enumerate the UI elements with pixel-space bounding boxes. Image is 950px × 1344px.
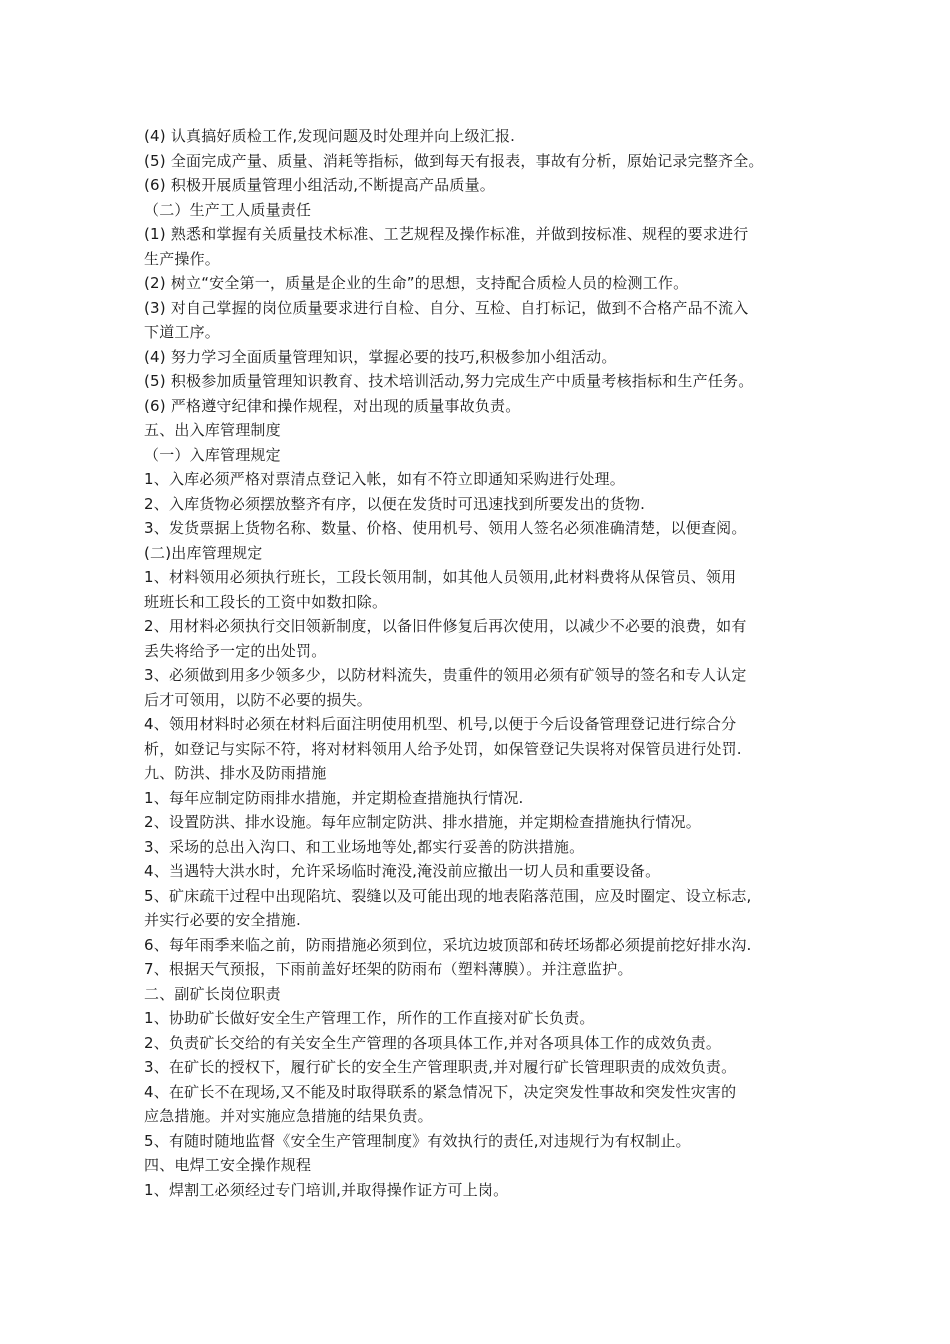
text-line: 下道工序。 [144, 323, 221, 341]
document-body [144, 124, 812, 1202]
text-line: (5) 积极参加质量管理知识教育、技术培训活动,努力完成生产中质量考核指标和生产任务。 [144, 372, 754, 390]
text-line: 3、发货票据上货物名称、数量、价格、使用机号、领用人签名必须准确清楚，以便查阅。 [144, 519, 747, 537]
text-line: 1、入库必须严格对票清点登记入帐，如有不符立即通知采购进行处理。 [144, 470, 625, 488]
text-line: 2、设置防洪、排水设施。每年应制定防洪、排水措施，并定期检查措施执行情况。 [144, 813, 701, 831]
text-line: (6) 积极开展质量管理小组活动,不断提高产品质量。 [144, 176, 495, 194]
text-line: 6、每年雨季来临之前，防雨措施必须到位，采坑边坡顶部和砖坯场都必须提前挖好排水沟. [144, 935, 752, 954]
subsection-heading: （一）入库管理规定 [144, 445, 281, 464]
text-line: 4、在矿长不在现场,又不能及时取得联系的紧急情况下，决定突发性事故和突发性灾害的 [144, 1082, 737, 1101]
section-heading: 二、副矿长岗位职责 [144, 984, 281, 1003]
text-line: 后才可领用，以防不必要的损失。 [144, 690, 373, 709]
text-line: 2、用材料必须执行交旧领新制度，以备旧件修复后再次使用，以减少不必要的浪费，如有 [144, 617, 747, 635]
text-line: 1、协助矿长做好安全生产管理工作，所作的工作直接对矿长负责。 [144, 1009, 595, 1027]
text-line: 4、领用材料时必须在材料后面注明使用机型、机号,以便于今后设备管理登记进行综合分 [144, 715, 737, 733]
text-line: (6) 严格遵守纪律和操作规程，对出现的质量事故负责。 [144, 396, 521, 415]
text-line: 5、矿床疏干过程中出现陷坑、裂缝以及可能出现的地表陷落范围，应及时圈定、设立标志, [144, 886, 752, 905]
text-line: 1、焊割工必须经过专门培训,并取得操作证方可上岗。 [144, 1180, 509, 1199]
text-line: 1、材料领用必须执行班长，工段长领用制，如其他人员领用,此材料费将从保管员、领用 [144, 568, 737, 586]
section-heading: （二）生产工人质量责任 [144, 200, 312, 219]
text-line: 7、根据天气预报，下雨前盖好坯架的防雨布（塑料薄膜）。并注意监护。 [144, 960, 633, 978]
text-line: (4) 努力学习全面质量管理知识，掌握必要的技巧,积极参加小组活动。 [144, 347, 617, 366]
text-line: 析，如登记与实际不符，将对材料领用人给予处罚，如保管登记失误将对保管员进行处罚. [144, 739, 742, 758]
text-line: 3、在矿长的授权下，履行矿长的安全生产管理职责,并对履行矿长管理职责的成效负责。 [144, 1058, 737, 1076]
text-line: 5、有随时随地监督《安全生产管理制度》有效执行的责任,对违规行为有权制止。 [144, 1131, 691, 1150]
text-line: (3) 对自己掌握的岗位质量要求进行自检、自分、互检、自打标记，做到不合格产品不流入 [144, 298, 749, 317]
text-line: (1) 熟悉和掌握有关质量技术标准、工艺规程及操作标准，并做到按标准、规程的要求进行 [144, 225, 749, 243]
text-line: 3、采场的总出入沟口、和工业场地等处,都实行妥善的防洪措施。 [144, 837, 585, 856]
section-heading: 五、出入库管理制度 [144, 421, 281, 439]
text-line: (2) 树立“安全第一，质量是企业的生命”的思想，支持配合质检人员的检测工作。 [144, 274, 689, 292]
text-line: 3、必须做到用多少领多少，以防材料流失，贵重件的领用必须有矿领导的签名和专人认定 [144, 666, 747, 684]
section-heading: 四、电焊工安全操作规程 [144, 1156, 312, 1174]
text-line: 班班长和工段长的工资中如数扣除。 [144, 592, 388, 611]
text-line: 2、负责矿长交给的有关安全生产管理的各项具体工作,并对各项具体工作的成效负责。 [144, 1033, 722, 1052]
section-heading: 九、防洪、排水及防雨措施 [144, 764, 327, 782]
text-line: (5) 全面完成产量、质量、消耗等指标，做到每天有报表，事故有分析，原始记录完整齐全。 [144, 151, 764, 170]
text-line: 1、每年应制定防雨排水措施，并定期检查措施执行情况. [144, 788, 524, 807]
text-line: 应急措施。并对实施应急措施的结果负责。 [144, 1107, 433, 1125]
text-line: 生产操作。 [144, 249, 221, 268]
text-line: 2、入库货物必须摆放整齐有序，以便在发货时可迅速找到所要发出的货物. [144, 494, 646, 513]
subsection-heading: (二)出库管理规定 [144, 543, 263, 562]
text-line: 4、当遇特大洪水时，允许采场临时淹没,淹没前应撤出一切人员和重要设备。 [144, 862, 661, 880]
text-line: (4) 认真搞好质检工作,发现问题及时处理并向上级汇报. [144, 127, 516, 145]
text-line: 并实行必要的安全措施. [144, 911, 301, 929]
text-line: 丢失将给予一定的出处罚。 [144, 641, 327, 660]
